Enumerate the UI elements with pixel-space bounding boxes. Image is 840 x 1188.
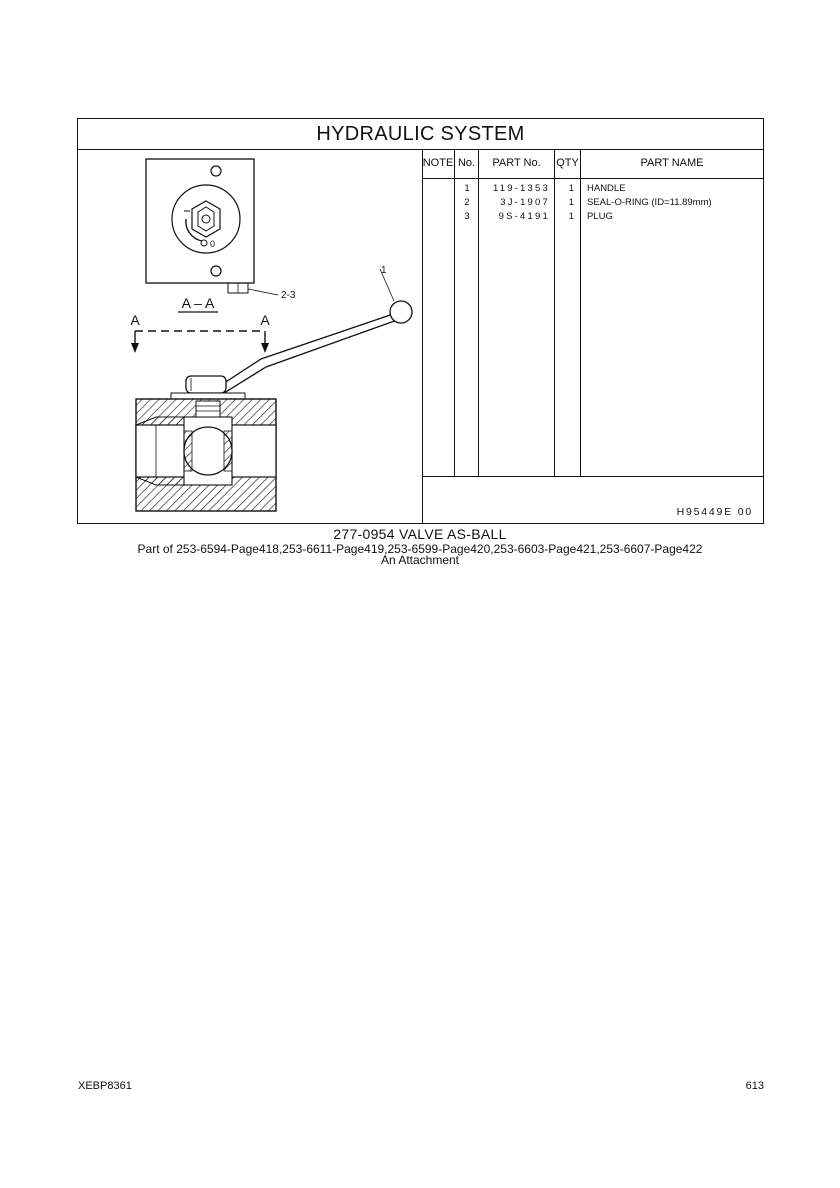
part-of-references: Part of 253-6594-Page418,253-6611-Page419,253-6599-Page420,253-6603-Page421,253-6607-Page422 [137, 542, 703, 556]
cut-line [131, 331, 269, 353]
svg-text:0: 0 [210, 239, 216, 249]
table-row-1-qty: 1 [568, 183, 574, 194]
assembly-title: 277-0954 VALVE AS-BALL [333, 526, 507, 542]
header-divider [422, 178, 763, 179]
valve-drawing [78, 149, 423, 524]
column-divider [580, 149, 581, 476]
header-no: No. [457, 157, 476, 169]
attachment-note: An Attachment [380, 553, 460, 567]
valve-illustration [78, 149, 422, 524]
table-row-3-qty: 1 [568, 211, 574, 222]
table-row-3-part-no: 9S-4191 [498, 211, 550, 222]
column-divider [454, 149, 455, 476]
page-title: HYDRAULIC SYSTEM [78, 119, 763, 150]
cut-label-right: A [260, 312, 270, 328]
parts-table [422, 149, 763, 523]
footer-divider [422, 476, 763, 477]
section-label: A – A [181, 295, 215, 311]
parts-frame [77, 118, 764, 524]
header-part-name: PART NAME [640, 157, 704, 169]
table-row-3-no: 3 [464, 211, 470, 222]
header-note: NOTE [422, 157, 454, 169]
table-row-3-part-name: PLUG [587, 211, 613, 222]
valve-body-section [136, 393, 276, 511]
table-row-1-part-name: HANDLE [587, 183, 626, 194]
callout-1: 1 [381, 265, 387, 276]
column-divider [554, 149, 555, 476]
page-number: 613 [745, 1080, 764, 1092]
callout-2-3: 2-3 [281, 290, 296, 301]
table-row-2-qty: 1 [568, 197, 574, 208]
table-row-2-part-no: 3J-1907 [500, 197, 550, 208]
table-row-2-no: 2 [464, 197, 470, 208]
column-divider [478, 149, 479, 476]
header-part-no: PART No. [492, 157, 541, 169]
illustration-code: H95449E 00 [676, 506, 753, 518]
table-row-1-no: 1 [464, 183, 470, 194]
header-qty: QTY [556, 157, 579, 169]
document-code: XEBP8361 [78, 1080, 132, 1092]
table-row-1-part-no: 119-1353 [492, 183, 550, 194]
table-row-2-part-name: SEAL-O-RING (ID=11.89mm) [587, 197, 712, 208]
cut-label-left: A [130, 312, 140, 328]
section-view-a-a [146, 159, 278, 295]
